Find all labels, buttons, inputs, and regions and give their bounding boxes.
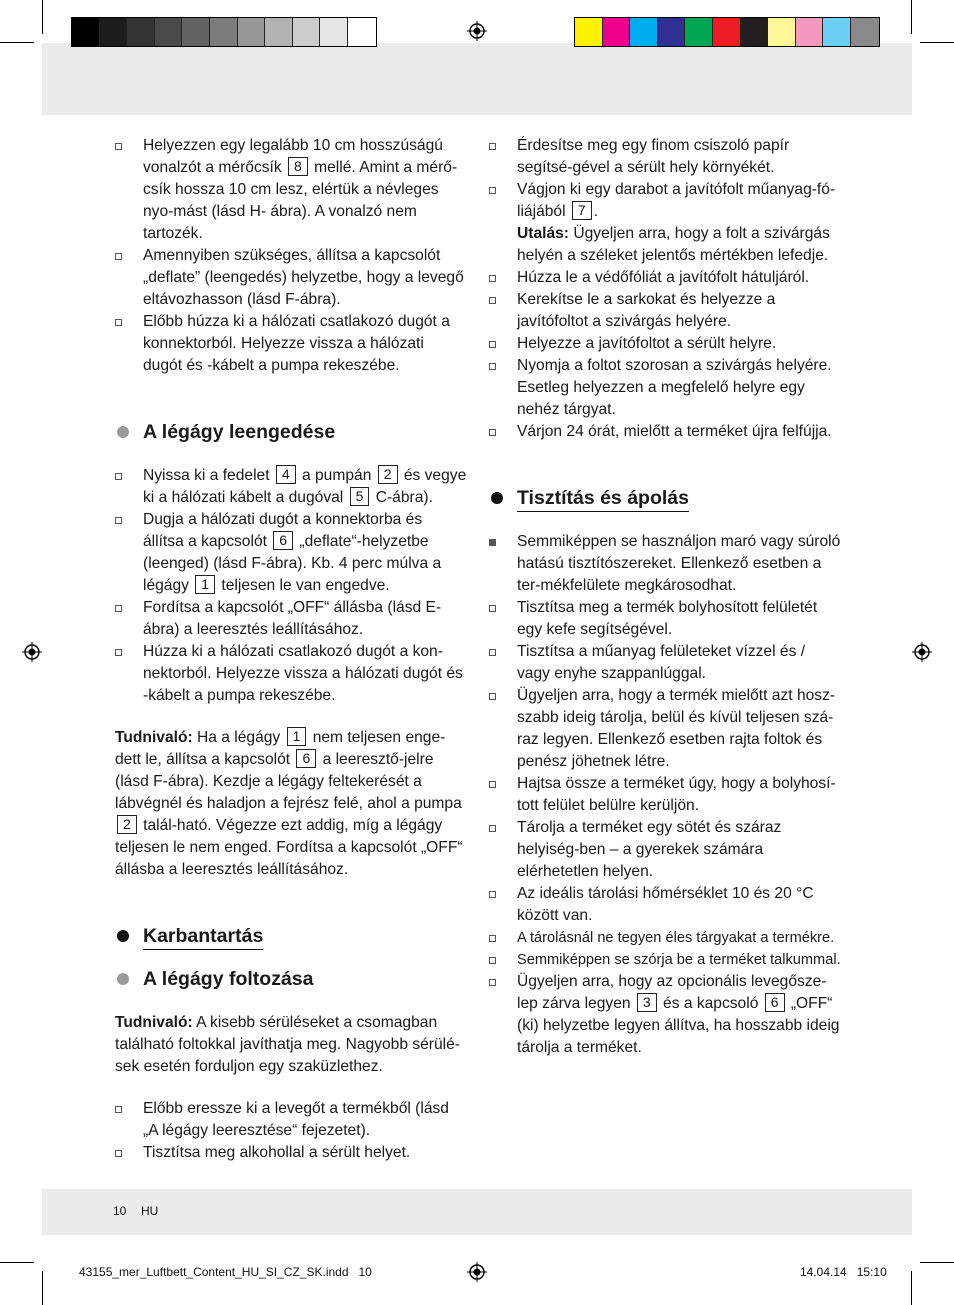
list-item-text: Tárolja a terméket egy sötét és száraz helyiség-ben – a gyerekek számára elérhetetlen helyen. <box>517 819 782 880</box>
checkbox-bullet-icon <box>489 935 496 942</box>
list-item-text: Tisztítsa meg a termék bolyhosított felületét egy kefe segítségével. <box>517 599 818 638</box>
crop-mark <box>42 0 43 34</box>
list-item <box>489 927 841 949</box>
checkbox-bullet-icon <box>489 825 496 832</box>
checkbox-bullet-icon <box>115 605 122 612</box>
bullet-dot-icon <box>117 973 129 985</box>
color-swatch <box>575 18 603 46</box>
text-run: Ügyeljen arra, hogy az opcionális levegősze-lep zárva legyen <box>517 973 827 1012</box>
crop-mark <box>920 1262 954 1263</box>
list-item-text: Tisztítsa a műanyag felületeket vízzel és / vagy enyhe szappanlúggal. <box>517 643 806 682</box>
part-number-label: 2 <box>117 815 137 834</box>
checkbox-bullet-icon <box>489 143 496 150</box>
list-item-text: Előbb eressze ki a levegőt a termékből (lásd „A légágy leeresztése“ fejezetet). <box>143 1100 449 1139</box>
registration-mark-icon <box>22 642 42 662</box>
checkbox-bullet-icon <box>489 891 496 898</box>
list-item <box>489 949 841 971</box>
checkbox-bullet-icon <box>489 539 496 546</box>
checkbox-bullet-icon <box>489 605 496 612</box>
footer-band <box>42 1189 912 1235</box>
list-item <box>489 685 841 773</box>
right-column <box>489 135 841 1059</box>
part-number-label: 2 <box>378 465 398 484</box>
header-band <box>42 43 912 115</box>
checkbox-bullet-icon <box>489 341 496 348</box>
bullet-dot-icon <box>491 492 503 504</box>
list-item <box>115 245 467 311</box>
color-control-bar <box>574 17 880 47</box>
crop-mark <box>0 1262 34 1263</box>
part-number-label: 6 <box>296 749 316 768</box>
text-run: . <box>593 203 599 220</box>
checklist <box>115 465 467 707</box>
text-run: Helyezzen egy legalább 10 cm hosszúságú vonalzót a mérőcsík <box>143 137 443 176</box>
section-heading: Karbantartás <box>115 923 467 949</box>
list-item <box>489 597 841 641</box>
checkbox-bullet-icon <box>489 363 496 370</box>
list-item <box>489 531 841 597</box>
part-number-label: 6 <box>273 531 293 550</box>
part-number-label: 8 <box>288 157 308 176</box>
crop-mark <box>911 1271 912 1305</box>
registration-mark-icon <box>912 642 932 662</box>
checklist <box>489 135 841 443</box>
color-swatch <box>155 18 183 46</box>
note-label: Utalás: <box>517 225 569 242</box>
checkbox-bullet-icon <box>489 187 496 194</box>
list-item <box>489 883 841 927</box>
text-run: talál-ható. Végezze ezt addig, míg a légágy teljesen le nem enged. Fordítsa a kapcsolót „OFF“ állásba a leeresztés leállításához. <box>115 817 463 878</box>
language-code: HU <box>141 1204 159 1218</box>
color-swatch <box>293 18 321 46</box>
checkbox-bullet-icon <box>489 297 496 304</box>
text-run: Nyissa ki a fedelet <box>143 467 274 484</box>
note-paragraph: Tudnivaló: A kisebb sérüléseket a csomagban található foltokkal javíthatja meg. Nagyobb sérülé-sek esetén forduljon egy szaküzlethez. <box>115 1014 460 1075</box>
color-swatch <box>100 18 128 46</box>
file-name: 43155_mer_Luftbett_Content_HU_SI_CZ_SK.indd 10 <box>79 1265 372 1279</box>
list-item <box>489 355 841 421</box>
list-item-text <box>143 511 441 594</box>
list-item-text: Kerekítse le a sarkokat és helyezze a javítófoltot a szivárgás helyére. <box>517 291 776 330</box>
list-item <box>115 641 467 707</box>
part-number-label: 3 <box>637 993 657 1012</box>
checklist <box>489 531 841 1059</box>
part-number-label: 1 <box>287 727 307 746</box>
checklist <box>115 135 467 377</box>
checkbox-bullet-icon <box>489 979 496 986</box>
color-swatch <box>320 18 348 46</box>
section-heading: A légágy leengedése <box>115 419 467 445</box>
list-item-text <box>517 181 835 220</box>
list-item-text: Amennyiben szükséges, állítsa a kapcsolót „deflate” (leengedés) helyzetbe, hogy a levegő eltávozhasson (lásd F-ábra). <box>143 247 464 308</box>
list-item-text <box>143 137 457 242</box>
text-run: mellé. Amint a mérő-csík hossza 10 cm lesz, elértük a névleges nyo-mást (lásd H- ábra). A vonalzó nem tartozék. <box>143 159 458 242</box>
crop-mark <box>911 0 912 34</box>
text-run: és a kapcsoló <box>658 995 763 1012</box>
color-swatch <box>603 18 631 46</box>
text-run: nem teljesen enge-dett le, állítsa a kapcsolót <box>115 729 446 768</box>
list-item <box>115 1142 467 1164</box>
print-date: 14.04.14 15:10 <box>800 1265 887 1279</box>
checkbox-bullet-icon <box>115 319 122 326</box>
color-swatch <box>72 18 100 46</box>
text-run: Ha a légágy <box>192 729 285 746</box>
part-number-label: 6 <box>765 993 785 1012</box>
list-item-text: Semmiképpen se használjon maró vagy súroló hatású tisztítószereket. Ellenkező esetben a ter-mékfelülete megkárosodhat. <box>517 533 841 594</box>
registration-mark-icon <box>467 21 487 41</box>
checkbox-bullet-icon <box>489 693 496 700</box>
color-swatch <box>713 18 741 46</box>
left-column <box>115 135 467 1164</box>
checkbox-bullet-icon <box>489 649 496 656</box>
list-item-text: Húzza le a védőfóliát a javítófolt hátuljáról. <box>517 269 810 286</box>
note-text: Ügyeljen arra, hogy a folt a szivárgás helyén a széleket jelentős mértékben lefedje. <box>517 225 830 264</box>
list-item <box>489 267 841 289</box>
list-item-text: Hajtsa össze a terméket úgy, hogy a bolyhosí-tott felület belülre kerüljön. <box>517 775 836 814</box>
section-heading: A légágy foltozása <box>115 966 467 992</box>
list-item <box>489 333 841 355</box>
color-swatch <box>851 18 879 46</box>
checkbox-bullet-icon <box>115 473 122 480</box>
list-item-text: Nyomja a foltot szorosan a szivárgás helyére. Esetleg helyezzen a megfelelő helyre egy nehéz tárgyat. <box>517 357 832 418</box>
checkbox-bullet-icon <box>115 649 122 656</box>
note-paragraph <box>115 727 467 881</box>
inline-note <box>517 223 841 267</box>
text-run: „deflate“-helyzetbe (leenged) (lásd F-ábra). Kb. 4 perc múlva a légágy <box>143 533 442 594</box>
text-run: „OFF“ (ki) helyzetbe legyen állítva, ha hosszabb ideig tárolja a terméket. <box>517 995 840 1056</box>
list-item <box>489 179 841 267</box>
color-swatch <box>796 18 824 46</box>
registration-mark-icon <box>467 1262 487 1282</box>
color-swatch <box>630 18 658 46</box>
list-item-text: Fordítsa a kapcsolót „OFF“ állásba (lásd E-ábra) a leeresztés leállításához. <box>143 599 442 638</box>
page-number: 10 <box>113 1204 127 1218</box>
part-number-label: 1 <box>195 575 215 594</box>
part-number-label: 4 <box>276 465 296 484</box>
color-swatch <box>127 18 155 46</box>
list-item <box>489 773 841 817</box>
checkbox-bullet-icon <box>489 275 496 282</box>
checkbox-bullet-icon <box>115 1106 122 1113</box>
part-number-label: 7 <box>572 201 592 220</box>
list-item-text: Érdesítse meg egy finom csiszoló papír segítsé-gével a sérült hely környékét. <box>517 137 790 176</box>
color-swatch <box>768 18 796 46</box>
color-swatch <box>210 18 238 46</box>
bullet-dot-icon <box>117 426 129 438</box>
checkbox-bullet-icon <box>115 517 122 524</box>
list-item-text <box>143 467 466 506</box>
checklist <box>115 1098 467 1164</box>
list-item-text: Előbb húzza ki a hálózati csatlakozó dugót a konnektorból. Helyezze vissza a hálózati dugót és -kábelt a pumpa rekeszébe. <box>143 313 450 374</box>
part-number-label: 5 <box>350 487 370 506</box>
list-item <box>115 1098 467 1142</box>
color-swatch <box>238 18 266 46</box>
color-swatch <box>685 18 713 46</box>
text-run: a pumpán <box>297 467 376 484</box>
checkbox-bullet-icon <box>115 143 122 150</box>
list-item <box>489 641 841 685</box>
list-item <box>489 289 841 333</box>
list-item <box>115 311 467 377</box>
text-run: teljesen le van engedve. <box>217 577 390 594</box>
list-item-text <box>517 973 839 1056</box>
color-swatch <box>182 18 210 46</box>
list-item <box>115 597 467 641</box>
list-item-text: Ügyeljen arra, hogy a termék mielőtt azt hosz-szabb ideig tárolja, belül és kívül teljesen szá-raz legyen. Ellenkező esetben rajta foltok és penész jöhetnek létre. <box>517 687 836 770</box>
list-item <box>115 509 467 597</box>
list-item-text: Semmiképpen se szórja be a terméket talkummal. <box>517 952 841 968</box>
note-label: Tudnivaló: <box>115 729 193 746</box>
color-swatch <box>348 18 376 46</box>
section-heading: Tisztítás és ápolás <box>489 485 841 511</box>
checkbox-bullet-icon <box>115 253 122 260</box>
list-item-text: Helyezze a javítófoltot a sérült helyre. <box>517 335 777 352</box>
text-run: C-ábra). <box>371 489 433 506</box>
checkbox-bullet-icon <box>489 429 496 436</box>
list-item-text: Várjon 24 órát, mielőtt a terméket újra felfújja. <box>517 423 832 440</box>
list-item-text: A tárolásnál ne tegyen éles tárgyakat a termékre. <box>517 930 835 946</box>
text-run: a leeresztő-jelre (lásd F-ábra). Kezdje a légágy feltekerését a lábvégnél és haladjon a fejrész felé, ahol a pumpa <box>115 751 462 812</box>
text-run: Dugja a hálózati dugót a konnektorba és állítsa a kapcsolót <box>143 511 423 550</box>
list-item-text: Húzza ki a hálózati csatlakozó dugót a kon-nektorból. Helyezze vissza a hálózati dugót és -kábelt a pumpa rekeszébe. <box>143 643 463 704</box>
list-item <box>489 135 841 179</box>
list-item-text: Az ideális tárolási hőmérséklet 10 és 20 °C között van. <box>517 885 814 924</box>
list-item <box>115 465 467 509</box>
text-run: és vegye ki a hálózati kábelt a dugóval <box>143 467 467 506</box>
list-item <box>489 971 841 1059</box>
color-swatch <box>741 18 769 46</box>
checkbox-bullet-icon <box>489 781 496 788</box>
checkbox-bullet-icon <box>489 957 496 964</box>
crop-mark <box>0 42 34 43</box>
color-swatch <box>823 18 851 46</box>
list-item <box>489 421 841 443</box>
text-run: Vágjon ki egy darabot a javítófolt műanyag-fó-liájából <box>517 181 836 220</box>
list-item <box>489 817 841 883</box>
crop-mark <box>42 1271 43 1305</box>
color-swatch <box>265 18 293 46</box>
list-item <box>115 135 467 245</box>
color-swatch <box>658 18 686 46</box>
list-item-text: Tisztítsa meg alkohollal a sérült helyet. <box>143 1144 411 1161</box>
bullet-dot-icon <box>117 930 129 942</box>
gray-control-bar <box>71 17 377 47</box>
checkbox-bullet-icon <box>115 1150 122 1157</box>
crop-mark <box>920 42 954 43</box>
